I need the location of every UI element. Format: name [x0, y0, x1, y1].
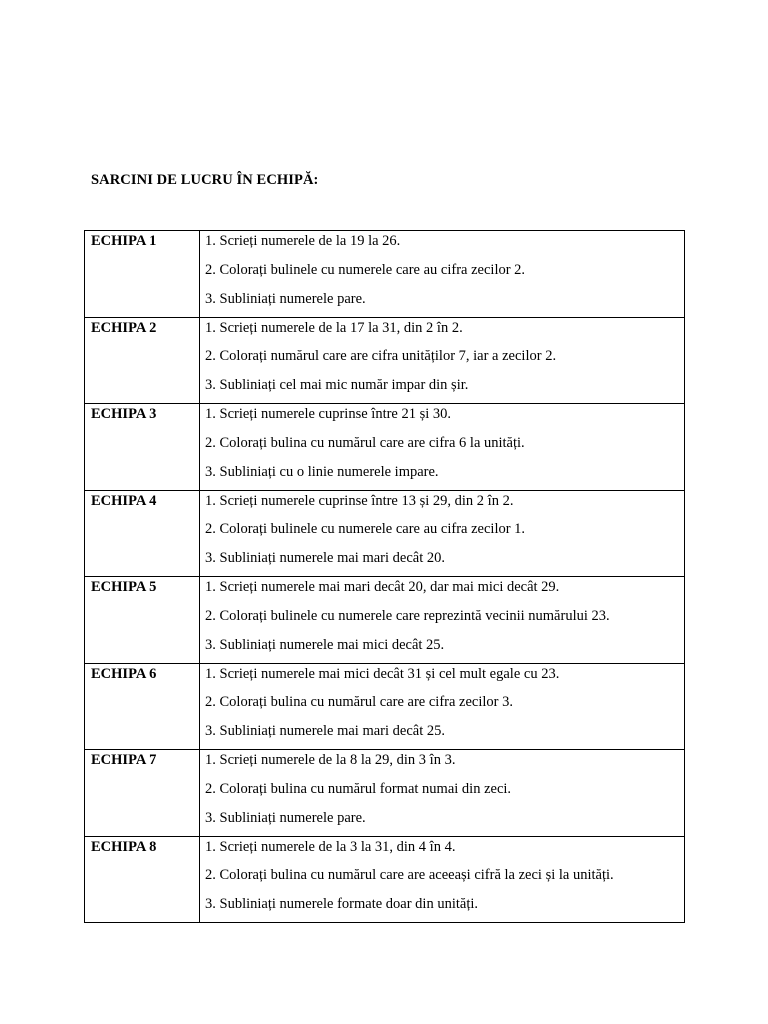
team-cell — [85, 577, 200, 664]
task-item: 1. Scrieți numerele cuprinse între 21 și 30. — [205, 406, 452, 422]
team-name: ECHIPA 7 — [91, 752, 157, 768]
task-item: 2. Colorați bulinele cu numerele care au cifra zecilor 2. — [205, 261, 526, 278]
task-item: 2. Colorați bulinele cu numerele care au cifra zecilor 1. — [205, 521, 526, 538]
task-item: 3. Subliniați numerele mai mari decât 20. — [205, 550, 445, 567]
team-cell — [85, 317, 200, 404]
team-name: ECHIPA 5 — [91, 579, 157, 595]
task-item: 1. Scrieți numerele cuprinse între 13 și 29, din 2 în 2. — [205, 492, 514, 509]
tasks-cell — [200, 490, 685, 577]
tasks-cell — [200, 663, 685, 750]
team-name: ECHIPA 1 — [91, 233, 157, 249]
table-row — [85, 663, 685, 750]
task-item: 2. Colorați numărul care are cifra unităților 7, iar a zecilor 2. — [205, 348, 557, 365]
team-cell — [85, 231, 200, 318]
task-item: 1. Scrieți numerele de la 19 la 26. — [205, 233, 401, 249]
team-name: ECHIPA 6 — [91, 665, 157, 682]
task-item: 1. Scrieți numerele mai mari decât 20, dar mai mici decât 29. — [205, 579, 560, 595]
team-cell — [85, 404, 200, 491]
tasks-table — [84, 230, 685, 923]
task-item: 2. Colorați bulina cu numărul care are cifra zecilor 3. — [205, 694, 513, 711]
table-row — [85, 317, 685, 404]
task-item: 3. Subliniați cu o linie numerele impare. — [205, 463, 439, 480]
tasks-cell — [200, 231, 685, 318]
task-item: 3. Subliniați numerele mai mari decât 25. — [205, 723, 445, 740]
task-item: 1. Scrieți numerele de la 3 la 31, din 4 în 4. — [205, 838, 456, 855]
task-item: 2. Colorați bulinele cu numerele care reprezintă vecinii numărului 23. — [205, 607, 610, 624]
task-item: 3. Subliniați numerele formate doar din unități. — [205, 896, 479, 913]
task-item: 2. Colorați bulina cu numărul care are cifra 6 la unități. — [205, 434, 525, 451]
task-item: 3. Subliniați numerele pare. — [205, 290, 366, 307]
table-row — [85, 836, 685, 923]
task-item: 1. Scrieți numerele de la 17 la 31, din 2 în 2. — [205, 319, 463, 336]
task-item: 2. Colorați bulina cu numărul format numai din zeci. — [205, 780, 512, 797]
task-item: 3. Subliniați numerele pare. — [205, 809, 366, 826]
task-item: 3. Subliniați cel mai mic număr impar din șir. — [205, 377, 469, 394]
document-title: SARCINI DE LUCRU ÎN ECHIPĂ: — [91, 172, 319, 188]
team-cell — [85, 663, 200, 750]
table-row — [85, 577, 685, 664]
team-name: ECHIPA 4 — [91, 492, 157, 509]
task-item: 1. Scrieți numerele mai mici decât 31 și cel mult egale cu 23. — [205, 665, 560, 682]
table-row — [85, 231, 685, 318]
team-name: ECHIPA 2 — [91, 319, 157, 336]
tasks-cell — [200, 836, 685, 923]
team-cell — [85, 750, 200, 837]
tasks-cell — [200, 750, 685, 837]
table-row — [85, 750, 685, 837]
tasks-cell — [200, 317, 685, 404]
task-item: 1. Scrieți numerele de la 8 la 29, din 3 în 3. — [205, 752, 456, 768]
team-cell — [85, 490, 200, 577]
table-row — [85, 404, 685, 491]
tasks-cell — [200, 577, 685, 664]
team-name: ECHIPA 3 — [91, 406, 157, 422]
tasks-cell — [200, 404, 685, 491]
table-row — [85, 490, 685, 577]
team-cell — [85, 836, 200, 923]
task-item: 2. Colorați bulina cu numărul care are aceeași cifră la zeci și la unități. — [205, 867, 614, 884]
task-item: 3. Subliniați numerele mai mici decât 25. — [205, 636, 445, 653]
team-name: ECHIPA 8 — [91, 838, 157, 855]
